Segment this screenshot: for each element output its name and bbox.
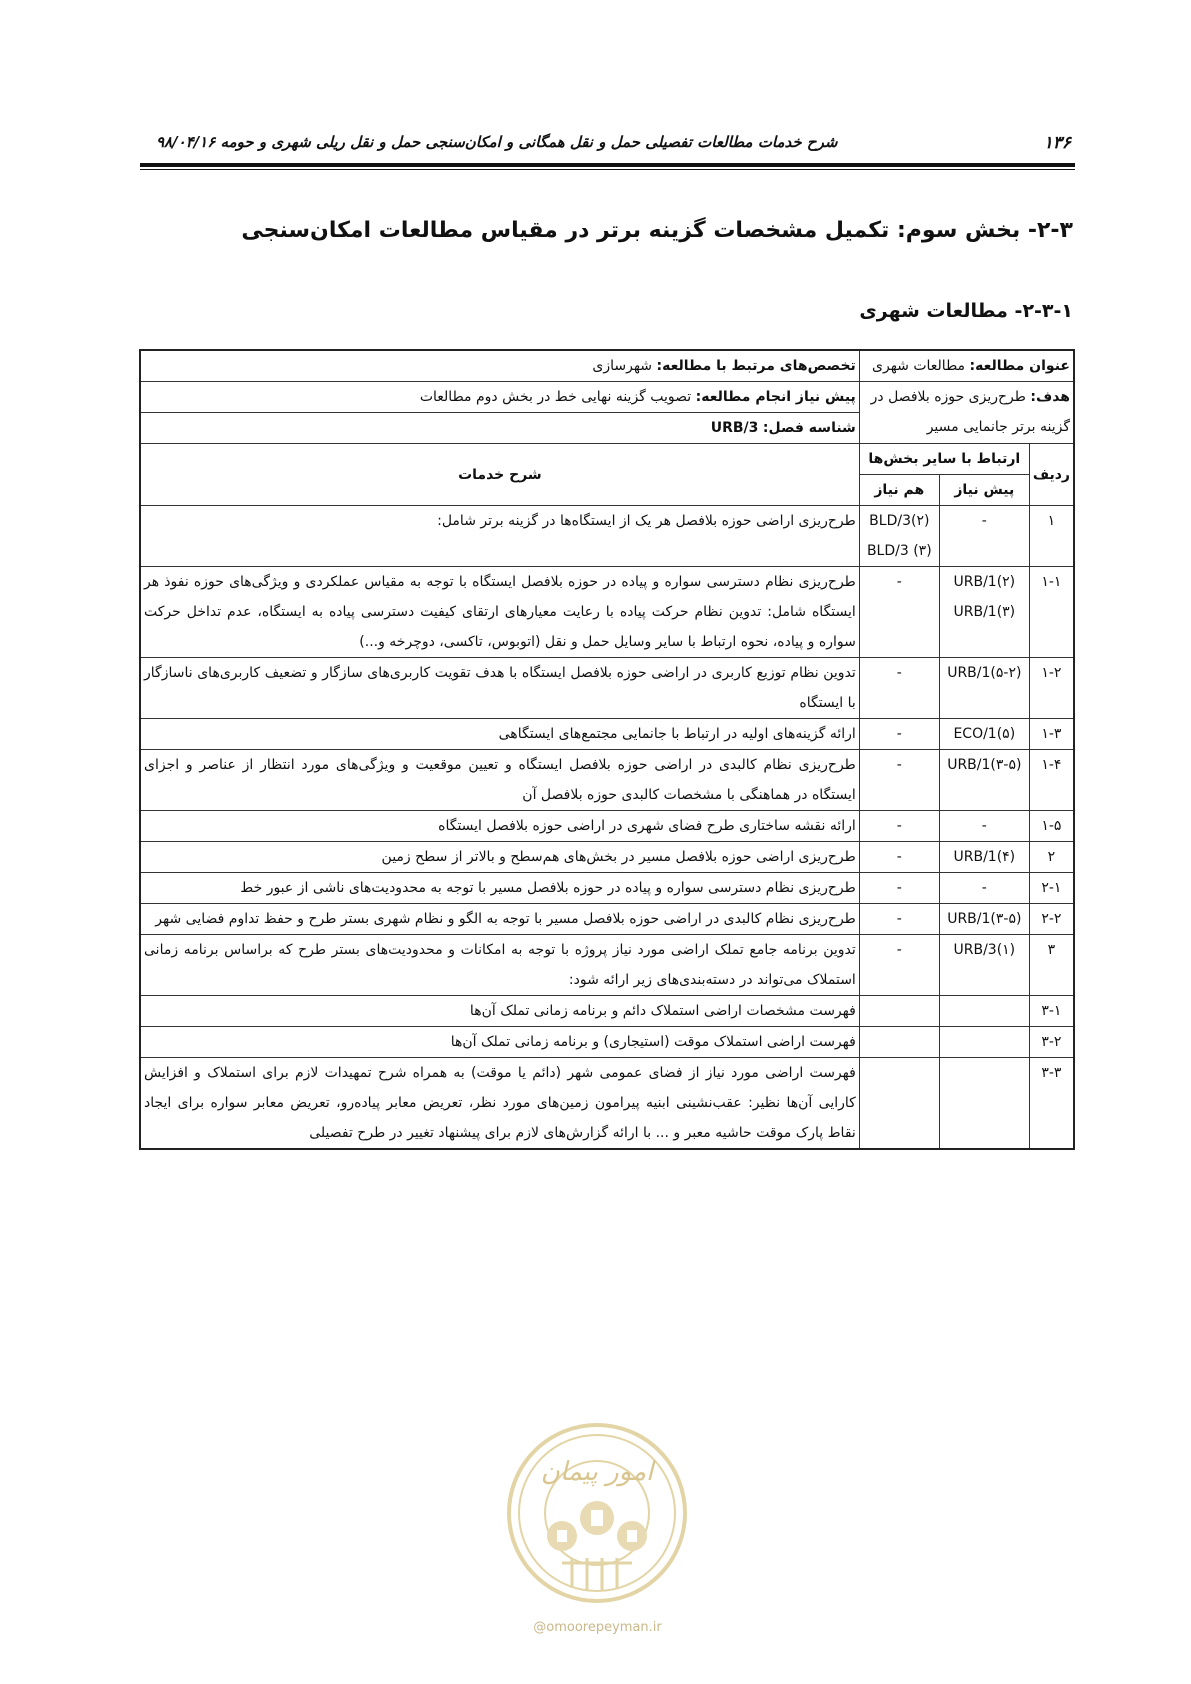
- row-description: فهرست مشخصات اراضی استملاک دائم و برنامه زمانی تملک آن‌ها: [140, 996, 859, 1027]
- row-description: طرح‌ریزی اراضی حوزه بلافصل هر یک از ایستگاه‌ها در گزینه برتر شامل:: [140, 506, 859, 567]
- header-rule: [140, 163, 1075, 167]
- row-coreq: -: [859, 567, 939, 658]
- row-number: ۲: [1029, 842, 1074, 873]
- row-number: ۳-۲: [1029, 1027, 1074, 1058]
- row-prereq: -: [939, 811, 1029, 842]
- row-prereq: -: [939, 506, 1029, 567]
- row-coreq: -: [859, 719, 939, 750]
- specialties-cell: [140, 350, 859, 382]
- row-prereq: ECO/1(۵): [939, 719, 1029, 750]
- row-coreq: [859, 1058, 939, 1150]
- row-prereq: URB/1(۳-۵): [939, 904, 1029, 935]
- row-number: ۱: [1029, 506, 1074, 567]
- row-description: تدوین برنامه جامع تملک اراضی مورد نیاز پروژه با توجه به امکانات و محدودیت‌های بستر طرح که براساس برنامه زمانی استملاک می‌تواند در دسته‌بندی‌های زیر ارائه شود:: [140, 935, 859, 996]
- row-description: طرح‌ریزی نظام دسترسی سواره و پیاده در حوزه بلافصل مسیر با توجه به محدودیت‌های ناشی از عبور خط: [140, 873, 859, 904]
- table-row: [140, 811, 1074, 842]
- section-title: ۲-۳- بخش سوم: تکمیل مشخصات گزینه برتر در مقیاس مطالعات امکان‌سنجی: [241, 218, 1073, 243]
- row-description: طرح‌ریزی نظام کالبدی در اراضی حوزه بلافصل ایستگاه و تعیین موقعیت و ویژگی‌های مورد انتظار از عناصر و اجزای ایستگاه در هماهنگی با مشخصات کالبدی حوزه بلافصل آن: [140, 750, 859, 811]
- chapter-id-value: URB/3: [710, 420, 759, 436]
- row-number: ۲-۲: [1029, 904, 1074, 935]
- table-row: [140, 719, 1074, 750]
- prereq-cell: [140, 382, 859, 413]
- row-coreq: -: [859, 904, 939, 935]
- row-prereq: -: [939, 873, 1029, 904]
- study-title-value: مطالعات شهری: [872, 358, 966, 374]
- table-row: [140, 567, 1074, 658]
- row-number: ۳-۳: [1029, 1058, 1074, 1150]
- row-description: طرح‌ریزی نظام کالبدی در اراضی حوزه بلافصل مسیر با توجه به الگو و نظام شهری بستر طرح و حفظ تداوم فضایی شهر: [140, 904, 859, 935]
- row-description: طرح‌ریزی نظام دسترسی سواره و پیاده در حوزه بلافصل ایستگاه با توجه به مقیاس عملکردی و ویژگی‌های حوزه نفوذ هر ایستگاه شامل: تدوین نظام حرکت پیاده با رعایت معیارهای ارتقای کیفیت دسترسی پیاده به ایستگاه، عدم تداخل حرکت سواره و پیاده، نحوه ارتباط با سایر وسایل حمل و نقل (اتوبوس، تاکسی، دوچرخه و...): [140, 567, 859, 658]
- specialties-label: تخصص‌های مرتبط با مطالعه:: [656, 358, 856, 374]
- row-description: ارائه گزینه‌های اولیه در ارتباط با جانمایی مجتمع‌های ایستگاهی: [140, 719, 859, 750]
- page-number: ۱۳۶: [1043, 133, 1071, 153]
- row-prereq: URB/1(۳-۵): [939, 750, 1029, 811]
- goal-cell: [859, 382, 1074, 444]
- row-coreq: -: [859, 873, 939, 904]
- row-prereq: URB/1(۲) URB/1(۳): [939, 567, 1029, 658]
- subsection-title: ۲-۳-۱- مطالعات شهری: [859, 300, 1073, 322]
- row-number: ۱-۲: [1029, 658, 1074, 719]
- row-coreq: -: [859, 935, 939, 996]
- table-row: [140, 1027, 1074, 1058]
- col-relation-header: ارتباط با سایر بخش‌ها: [859, 444, 1029, 475]
- row-number: ۲-۱: [1029, 873, 1074, 904]
- logo-watermark: [502, 1418, 692, 1608]
- row-number: ۳: [1029, 935, 1074, 996]
- row-number: ۱-۵: [1029, 811, 1074, 842]
- prereq-label: پیش نیاز انجام مطالعه:: [695, 389, 856, 405]
- info-row-1: [140, 350, 1074, 382]
- goal-label: هدف:: [1030, 389, 1070, 405]
- table-row: [140, 842, 1074, 873]
- row-number: ۳-۱: [1029, 996, 1074, 1027]
- row-prereq: [939, 996, 1029, 1027]
- header-rule-thin: [140, 169, 1075, 170]
- row-number: ۱-۳: [1029, 719, 1074, 750]
- specialties-value: شهرسازی: [592, 358, 653, 374]
- logo-text: امور پیمان: [540, 1457, 654, 1487]
- row-coreq: -: [859, 842, 939, 873]
- col-services-header: شرح خدمات: [140, 444, 859, 506]
- row-description: تدوین نظام توزیع کاربری در اراضی حوزه بلافصل ایستگاه با هدف تقویت کاربری‌های سازگار و تضعیف کاربری‌های ناسازگار با ایستگاه: [140, 658, 859, 719]
- study-title-label: عنوان مطالعه:: [969, 358, 1070, 374]
- col-coreq-header: هم نیاز: [859, 475, 939, 506]
- col-row-header: ردیف: [1029, 444, 1074, 506]
- row-prereq: [939, 1058, 1029, 1150]
- row-coreq: -: [859, 750, 939, 811]
- row-number: ۱-۱: [1029, 567, 1074, 658]
- table-header-row: [140, 444, 1074, 475]
- row-coreq: [859, 996, 939, 1027]
- logo-url: @omoorepeyman.ir: [533, 1620, 662, 1635]
- table-row: [140, 996, 1074, 1027]
- info-row-2: [140, 382, 1074, 413]
- row-prereq: URB/1(۴): [939, 842, 1029, 873]
- running-title-date: ۹۸/۰۴/۱۶: [156, 133, 216, 151]
- table-row: [140, 658, 1074, 719]
- col-prereq-header: پیش نیاز: [939, 475, 1029, 506]
- page-header: [140, 130, 1075, 170]
- row-prereq: URB/3(۱): [939, 935, 1029, 996]
- row-description: طرح‌ریزی اراضی حوزه بلافصل مسیر در بخش‌های هم‌سطح و بالاتر از سطح زمین: [140, 842, 859, 873]
- running-title: [140, 133, 837, 151]
- row-prereq: URB/1(۵-۲): [939, 658, 1029, 719]
- table-row: [140, 506, 1074, 567]
- table-row: [140, 1058, 1074, 1150]
- prereq-value: تصویب گزینه نهایی خط در بخش دوم مطالعات: [419, 389, 692, 405]
- table-row: [140, 750, 1074, 811]
- row-coreq: -: [859, 811, 939, 842]
- running-title-text: شرح خدمات مطالعات تفصیلی حمل و نقل همگانی و امکان‌سنجی حمل و نقل ریلی شهری و حومه: [220, 133, 838, 151]
- table-rows: [140, 506, 1074, 1150]
- row-coreq: -: [859, 658, 939, 719]
- chapter-id-cell: [140, 413, 859, 444]
- row-number: ۱-۴: [1029, 750, 1074, 811]
- study-title-cell: [859, 350, 1074, 382]
- row-description: فهرست اراضی استملاک موقت (استیجاری) و برنامه زمانی تملک آن‌ها: [140, 1027, 859, 1058]
- chapter-id-label: شناسه فصل:: [762, 420, 856, 436]
- table-row: [140, 935, 1074, 996]
- goal-value: طرح‌ریزی حوزه بلافصل در گزینه برتر جانمایی مسیر: [870, 389, 1070, 435]
- row-description: فهرست اراضی مورد نیاز از فضای عمومی شهر (دائم یا موقت) به همراه شرح تمهیدات لازم برای استملاک و افزایش کارایی آن‌ها نظیر: عقب‌نشینی ابنیه پیرامون زمین‌های مورد نظر، تعریض معابر پیاده‌رو، تعریض معابر سواره برای ایجاد نقاط پارک موقت حاشیه معبر و ... با ارائه گزارش‌های لازم برای پیشنهاد تغییر در طرح تفصیلی: [140, 1058, 859, 1150]
- row-description: ارائه نقشه ساختاری طرح فضای شهری در اراضی حوزه بلافصل ایستگاه: [140, 811, 859, 842]
- row-coreq: BLD/3(۲) (۳) BLD/3: [859, 506, 939, 567]
- row-coreq: [859, 1027, 939, 1058]
- services-table: [139, 349, 1075, 1150]
- table-row: [140, 873, 1074, 904]
- row-prereq: [939, 1027, 1029, 1058]
- table-row: [140, 904, 1074, 935]
